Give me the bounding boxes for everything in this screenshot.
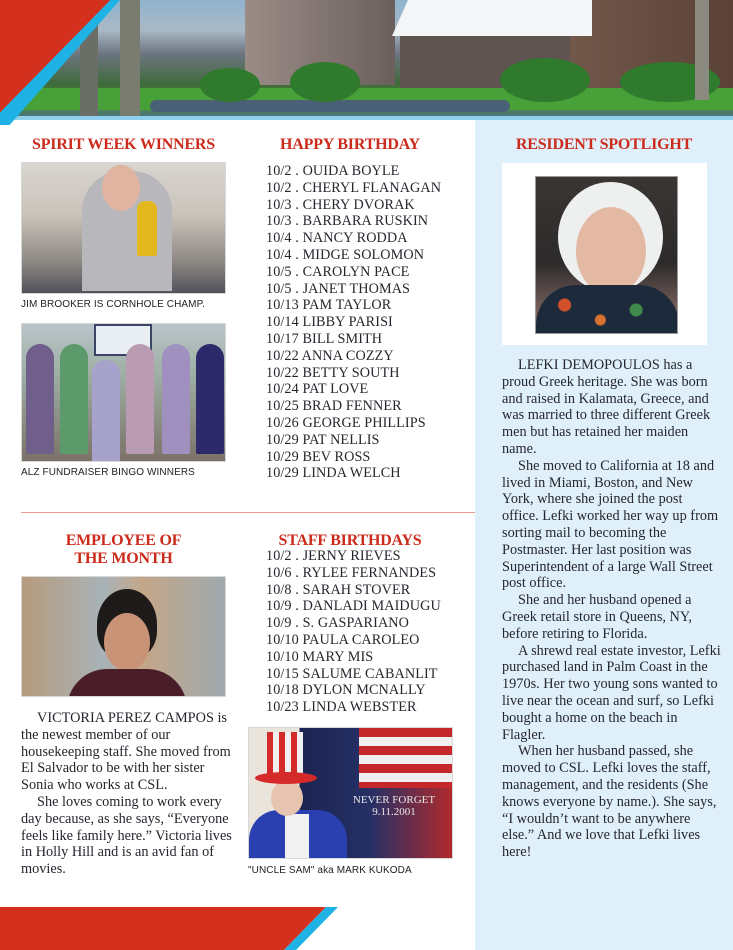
birthday-entry: 10/17 BILL SMITH (266, 330, 383, 347)
birthday-entry: 10/3 . CHERY DVORAK (266, 196, 415, 213)
birthday-entry: 10/29 BEV ROSS (266, 448, 371, 465)
birthday-entry: 10/3 . BARBARA RUSKIN (266, 213, 429, 230)
tree-trunk (120, 0, 140, 120)
birthday-entry: 10/10 MARY MIS (266, 648, 374, 665)
bio-paragraph: LEFKI DEMOPOULOS has a proud Greek heritage. She was born and raised in Kalamata, Greece, and was married to three different Greek men but has retained her maiden name. (502, 357, 711, 457)
bio-paragraph: A shrewd real estate investor, Lefki purchased land in Palm Coast in the 1970s. Her two young sons wanted to live near the ocean and surf, so Lefki bought a home on the beach in Flagler. (502, 642, 721, 743)
person (92, 360, 120, 462)
bio-paragraph: When her husband passed, she moved to CSL. Lefki loves the staff, management, and the residents (She knows everyone by name.). She says, “I wouldn’t want to be anywhere else.” And we love that Lefki lives here! (502, 743, 717, 861)
flag-text-line: 9.11.2001 (372, 806, 416, 818)
resident-portrait-photo (535, 176, 678, 334)
flag-text (334, 794, 453, 818)
person-head (102, 165, 140, 211)
trophy-icon (137, 201, 157, 256)
employee-bio (21, 710, 236, 878)
walkway (150, 100, 510, 112)
face (576, 207, 646, 295)
bio-paragraph: She moved to California at 18 and lived in Miami, Boston, and New York, where she joined the post office. Lefki worked her way up from sorting mail to becoming the Postmaster. Her last position was Superintendent of a large Wall Street post office. (502, 457, 719, 592)
birthday-entry: 10/4 . MIDGE SOLOMON (266, 246, 425, 263)
blouse (536, 285, 678, 334)
tree-trunk (695, 0, 709, 100)
birthday-entry: 10/22 ANNA COZZY (266, 347, 394, 364)
person (162, 344, 190, 454)
title-line: THE MONTH (74, 550, 173, 567)
birthday-entry: 10/23 LINDA WEBSTER (266, 699, 417, 716)
bush (290, 62, 360, 102)
bio-paragraph: VICTORIA PEREZ CAMPOS is the newest member of our housekeeping staff. She moved from El Salvador to be with her sister Sonia who works at CSL. (21, 710, 231, 794)
birthday-entry: 10/10 PAULA CAROLEO (266, 631, 420, 648)
cornhole-champion-photo (21, 162, 226, 294)
employee-of-month-title (21, 532, 226, 568)
person (26, 344, 54, 454)
staff-birthday-list (266, 548, 441, 716)
title-line: EMPLOYEE OF (65, 532, 182, 549)
birthday-entry: 10/5 . JANET THOMAS (266, 280, 411, 297)
bio-paragraph: She loves coming to work every day because, as she says, “Everyone feels like family here.” Victoria lives in Holly Hill and is an avid fan of movies. (21, 793, 232, 878)
flag-stripes (359, 728, 453, 788)
bush (200, 68, 260, 102)
header-photo (0, 0, 733, 120)
photo-caption: "UNCLE SAM" aka MARK KUKODA (248, 865, 412, 876)
birthday-entry: 10/8 . SARAH STOVER (266, 581, 411, 598)
awning (392, 0, 592, 36)
birthday-entry: 10/9 . S. GASPARIANO (266, 615, 409, 632)
birthday-entry: 10/13 PAM TAYLOR (266, 297, 392, 314)
birthday-entry: 10/14 LIBBY PARISI (266, 314, 393, 331)
uncle-sam-photo (248, 727, 453, 859)
photo-caption: JIM BROOKER IS CORNHOLE CHAMP. (21, 299, 205, 310)
birthday-entry: 10/2 . CHERYL FLANAGAN (266, 179, 442, 196)
staff-birthdays-title: STAFF BIRTHDAYS (278, 532, 422, 549)
hat-brim (255, 772, 317, 784)
employee-portrait-photo (21, 576, 226, 697)
flag-text-line: NEVER FORGET (352, 794, 436, 806)
birthday-entry: 10/18 DYLON MCNALLY (266, 682, 426, 699)
birthday-entry: 10/29 PAT NELLIS (266, 431, 380, 448)
bio-paragraph: She and her husband opened a Greek retail store in Queens, NY, before retiring to Florida. (502, 592, 692, 642)
shirt (67, 669, 187, 697)
spirit-week-title: SPIRIT WEEK WINNERS (32, 136, 215, 153)
face (104, 613, 150, 671)
birthday-entry: 10/9 . DANLADI MAIDUGU (266, 598, 441, 615)
birthday-entry: 10/2 . OUIDA BOYLE (266, 163, 400, 179)
happy-birthday-title: HAPPY BIRTHDAY (280, 136, 420, 153)
birthday-entry: 10/5 . CAROLYN PACE (266, 263, 410, 280)
birthday-entry: 10/22 BETTY SOUTH (266, 364, 400, 381)
bingo-winners-photo (21, 323, 226, 462)
photo-caption: ALZ FUNDRAISER BINGO WINNERS (21, 467, 195, 478)
section-divider (21, 512, 475, 513)
resident-spotlight-title: RESIDENT SPOTLIGHT (515, 136, 693, 153)
footer-red-accent (0, 907, 340, 950)
face (271, 780, 303, 816)
birthday-entry: 10/24 PAT LOVE (266, 381, 369, 398)
birthday-entry: 10/6 . RYLEE FERNANDES (266, 564, 437, 581)
person (196, 344, 224, 454)
bush (500, 58, 590, 102)
shirt (285, 814, 309, 859)
birthday-list (266, 163, 441, 482)
birthday-entry: 10/26 GEORGE PHILLIPS (266, 414, 426, 431)
top-hat-icon (267, 732, 303, 776)
resident-bio (502, 357, 722, 861)
birthday-entry: 10/25 BRAD FENNER (266, 398, 402, 415)
person (60, 344, 88, 454)
birthday-entry: 10/29 LINDA WELCH (266, 465, 401, 482)
header-divider (0, 116, 733, 120)
birthday-entry: 10/2 . JERNY RIEVES (266, 548, 401, 564)
birthday-entry: 10/15 SALUME CABANLIT (266, 665, 438, 682)
person (126, 344, 154, 454)
birthday-entry: 10/4 . NANCY RODDA (266, 230, 408, 247)
